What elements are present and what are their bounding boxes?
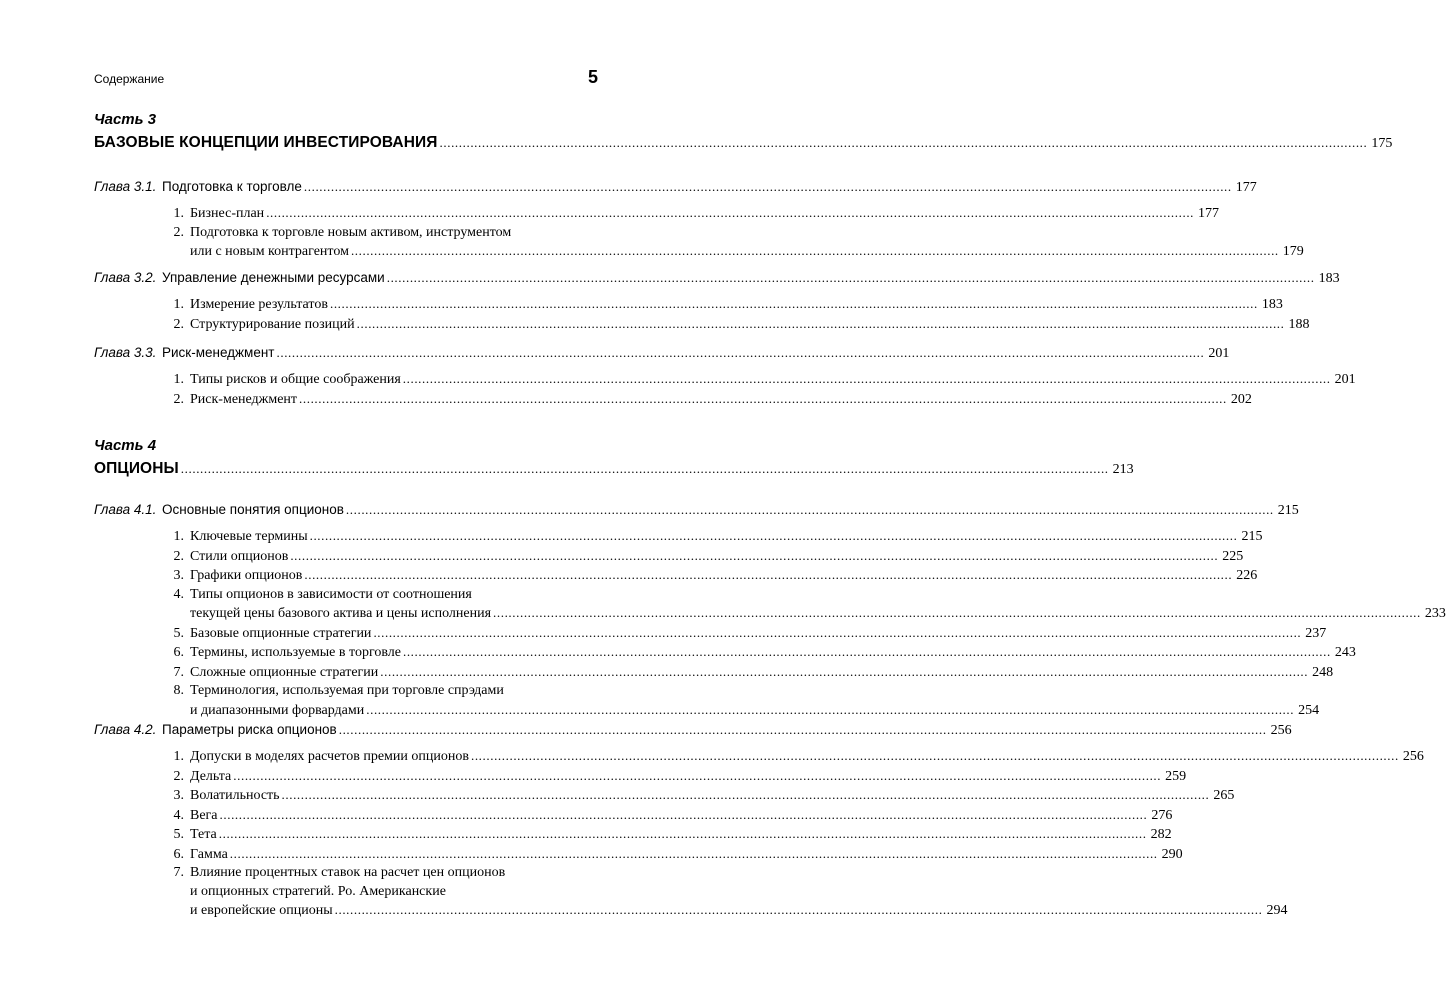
dot-leader: [351, 242, 1279, 261]
item-page-number: 237: [1305, 625, 1327, 641]
dot-leader: [471, 747, 1399, 766]
toc-item[interactable]: [164, 204, 1220, 224]
item-text-line: и опционных стратегий. Ро. Американские: [190, 883, 446, 899]
item-page-number: 282: [1150, 827, 1172, 842]
item-page-number: 177: [1198, 206, 1220, 221]
item-body: [190, 204, 1219, 224]
item-lines: [190, 682, 1319, 701]
item-last-line: [190, 390, 1252, 410]
item-page-number: 294: [1266, 903, 1288, 918]
running-head-title: Содержание: [94, 72, 165, 86]
item-number: 1.: [173, 206, 184, 221]
page-number: 5: [587, 67, 598, 87]
toc-item[interactable]: [164, 825, 1172, 845]
item-number: 5.: [173, 827, 184, 842]
item-number: 6.: [173, 846, 184, 862]
part-page-number: 213: [1112, 462, 1134, 477]
item-text-line: Базовые опционные стратегии: [190, 625, 372, 641]
item-last-line: [190, 566, 1257, 586]
item-number: 1.: [173, 372, 184, 387]
chapter-block: [94, 267, 1340, 334]
item-text-line: Гамма: [190, 846, 228, 862]
item-text-line: Ключевые термины: [190, 529, 308, 544]
item-text-line: Бизнес-план: [190, 206, 265, 221]
item-body: [190, 682, 1319, 720]
toc-item[interactable]: [164, 370, 1356, 390]
item-body: [190, 547, 1243, 567]
dot-leader: [373, 624, 1301, 643]
item-lines: [190, 586, 1446, 605]
item-page-number: 276: [1151, 807, 1173, 823]
chapter-title: Риск-менеджмент: [162, 345, 275, 360]
item-number: 2.: [173, 316, 184, 332]
chapter-items: [94, 370, 1356, 409]
chapter-number: Глава 4.1.: [94, 502, 157, 517]
item-last-line: [190, 767, 1186, 787]
item-last-line: [190, 527, 1262, 547]
toc-item[interactable]: [164, 845, 1183, 865]
dot-leader: [346, 499, 1274, 521]
toc-item[interactable]: [164, 643, 1356, 663]
item-page-number: 233: [1424, 606, 1446, 621]
item-number: 3.: [173, 568, 184, 583]
item-text-line: Тета: [190, 827, 217, 842]
toc-item[interactable]: [164, 747, 1424, 767]
toc-item[interactable]: [164, 390, 1252, 410]
toc-item[interactable]: [164, 806, 1173, 826]
dot-leader: [219, 825, 1147, 844]
chapter-block: [94, 499, 1446, 720]
toc-item[interactable]: [164, 566, 1258, 586]
chapter-block: [94, 342, 1356, 409]
item-lines: [190, 224, 1304, 243]
item-text-line: Графики опционов: [190, 568, 303, 583]
part-title: ОПЦИОНЫ: [94, 460, 179, 477]
dot-leader: [299, 390, 1227, 409]
toc-item[interactable]: [164, 547, 1244, 567]
item-last-line: [190, 701, 1319, 721]
toc-item[interactable]: [164, 586, 1446, 624]
dot-leader: [233, 767, 1161, 786]
item-body: [190, 806, 1172, 826]
running-head: [94, 67, 600, 91]
item-last-line: [190, 663, 1333, 683]
item-body: [190, 786, 1234, 806]
chapter-number: Глава 3.1.: [94, 179, 157, 194]
item-page-number: 188: [1288, 316, 1310, 332]
dot-leader: [330, 295, 1258, 314]
dot-leader: [403, 643, 1331, 662]
chapter-row[interactable]: [94, 342, 1230, 364]
item-body: [190, 390, 1252, 410]
item-number: 7.: [173, 865, 184, 880]
chapter-title: Основные понятия опционов: [162, 502, 344, 517]
chapter-block: [94, 719, 1424, 921]
item-body: [190, 663, 1333, 683]
item-body: [190, 624, 1326, 644]
item-body: [190, 845, 1183, 865]
part-page-number: 175: [1371, 136, 1393, 151]
part-label: Часть 3: [94, 111, 157, 128]
item-number: 1.: [173, 529, 184, 544]
item-page-number: 179: [1282, 244, 1304, 259]
item-number: 7.: [173, 664, 184, 680]
item-page-number: 202: [1230, 391, 1252, 407]
item-number: 2.: [173, 768, 184, 784]
item-body: [190, 864, 1287, 921]
chapter-page-number: 183: [1318, 271, 1340, 286]
item-number: 2.: [173, 548, 184, 564]
item-last-line: [190, 643, 1356, 663]
item-text-line: Влияние процентных ставок на расчет цен опционов: [190, 865, 506, 880]
dot-leader: [220, 806, 1148, 825]
chapter-title: Параметры риска опционов: [162, 722, 337, 737]
item-text-line: Термины, используемые в торговле: [190, 645, 401, 660]
dot-leader: [440, 131, 1368, 155]
dot-leader: [387, 267, 1315, 289]
item-text-line: Дельта: [190, 768, 232, 784]
item-text-line: текущей цены базового актива и цены исполнения: [190, 606, 492, 621]
dot-leader: [310, 527, 1238, 546]
item-body: [190, 825, 1172, 845]
item-body: [190, 747, 1424, 767]
item-lines: [190, 864, 1287, 901]
dot-leader: [403, 370, 1331, 389]
toc-item[interactable]: [164, 786, 1235, 806]
chapter-page-number: 177: [1235, 180, 1257, 195]
item-number: 8.: [173, 683, 184, 698]
toc-item[interactable]: [164, 663, 1334, 683]
item-last-line: [190, 806, 1172, 826]
item-body: [190, 295, 1283, 315]
toc-item[interactable]: [164, 315, 1310, 335]
item-number: 4.: [173, 807, 184, 823]
item-text-line: Подготовка к торговле новым активом, инструментом: [190, 224, 512, 240]
chapter-title: Управление денежными ресурсами: [162, 270, 385, 285]
item-last-line: [190, 604, 1446, 624]
dot-leader: [366, 701, 1294, 720]
chapter-row[interactable]: [94, 267, 1340, 289]
part-label: Часть 4: [94, 437, 157, 454]
dot-leader: [282, 786, 1210, 805]
dot-leader: [304, 176, 1232, 198]
item-number: 2.: [173, 391, 184, 407]
dot-leader: [335, 901, 1263, 920]
item-page-number: 259: [1165, 768, 1187, 784]
item-text-line: Структурирование позиций: [190, 316, 355, 332]
item-body: [190, 586, 1446, 624]
item-last-line: [190, 747, 1424, 767]
item-text-line: или с новым контрагентом: [190, 244, 349, 259]
item-number: 1.: [173, 749, 184, 764]
item-body: [190, 767, 1186, 787]
item-last-line: [190, 315, 1310, 335]
item-page-number: 225: [1222, 548, 1244, 564]
item-body: [190, 527, 1262, 547]
item-text-line: Допуски в моделях расчетов премии опционов: [190, 749, 469, 764]
part-title-row[interactable]: [94, 131, 1393, 155]
item-text-line: и диапазонными форвардами: [190, 702, 365, 718]
item-text-line: Типы рисков и общие соображения: [190, 372, 401, 387]
dot-leader: [181, 457, 1109, 481]
item-last-line: [190, 204, 1219, 224]
dot-leader: [304, 566, 1232, 585]
chapter-items: [94, 527, 1446, 720]
chapter-number: Глава 4.2.: [94, 722, 157, 737]
toc-item[interactable]: [164, 224, 1304, 262]
chapter-items: [94, 747, 1424, 921]
item-text-line: Волатильность: [190, 788, 280, 803]
item-number: 3.: [173, 788, 184, 803]
item-body: [190, 566, 1257, 586]
part-block: [94, 435, 1134, 481]
item-last-line: [190, 786, 1234, 806]
chapter-items: [94, 204, 1304, 262]
item-text-line: Риск-менеджмент: [190, 391, 298, 407]
item-last-line: [190, 242, 1304, 262]
toc-item[interactable]: [164, 864, 1288, 921]
item-page-number: 265: [1213, 788, 1235, 803]
item-page-number: 248: [1312, 664, 1334, 680]
item-page-number: 254: [1298, 702, 1320, 718]
item-last-line: [190, 845, 1183, 865]
item-text-line: и европейские опционы: [190, 903, 333, 918]
chapter-block: [94, 176, 1304, 262]
chapter-title: Подготовка к торговле: [162, 179, 302, 194]
item-last-line: [190, 825, 1172, 845]
dot-leader: [266, 204, 1194, 223]
chapter-row[interactable]: [94, 176, 1257, 198]
toc-item[interactable]: [164, 295, 1283, 315]
item-number: 6.: [173, 645, 184, 660]
chapter-row[interactable]: [94, 499, 1299, 521]
chapter-page-number: 256: [1270, 723, 1292, 738]
item-text-line: Измерение результатов: [190, 297, 328, 312]
item-body: [190, 224, 1304, 262]
item-last-line: [190, 901, 1287, 921]
dot-leader: [493, 604, 1421, 623]
dot-leader: [339, 719, 1267, 741]
dot-leader: [230, 845, 1158, 864]
chapter-row[interactable]: [94, 719, 1292, 741]
item-text-line: Стили опционов: [190, 548, 289, 564]
toc-item[interactable]: [164, 767, 1187, 787]
item-number: 4.: [173, 586, 184, 602]
dot-leader: [290, 547, 1218, 566]
chapter-items: [94, 295, 1310, 334]
item-text-line: Вега: [190, 807, 218, 823]
item-page-number: 226: [1236, 568, 1258, 583]
item-page-number: 290: [1161, 846, 1183, 862]
part-title: БАЗОВЫЕ КОНЦЕПЦИИ ИНВЕСТИРОВАНИЯ: [94, 134, 438, 151]
toc-item[interactable]: [164, 527, 1263, 547]
toc-item[interactable]: [164, 682, 1320, 720]
dot-leader: [380, 663, 1308, 682]
part-block: [94, 109, 1393, 155]
item-number: 5.: [173, 625, 184, 641]
item-page-number: 215: [1241, 529, 1263, 544]
item-number: 1.: [173, 297, 184, 312]
item-number: 2.: [173, 224, 184, 240]
chapter-number: Глава 3.2.: [94, 270, 157, 285]
item-last-line: [190, 624, 1326, 644]
toc-item[interactable]: [164, 624, 1327, 644]
chapter-page-number: 201: [1208, 346, 1230, 361]
item-page-number: 201: [1334, 372, 1356, 387]
dot-leader: [357, 315, 1285, 334]
item-body: [190, 315, 1310, 335]
item-text-line: Терминология, используемая при торговле спрэдами: [190, 683, 504, 698]
item-text-line: Типы опционов в зависимости от соотношения: [190, 586, 472, 602]
chapter-page-number: 215: [1277, 503, 1299, 518]
item-last-line: [190, 370, 1356, 390]
item-body: [190, 370, 1356, 390]
item-body: [190, 643, 1356, 663]
item-last-line: [190, 295, 1283, 315]
part-title-row[interactable]: [94, 457, 1134, 481]
dot-leader: [277, 342, 1205, 364]
chapter-number: Глава 3.3.: [94, 345, 157, 360]
item-page-number: 256: [1402, 749, 1424, 764]
item-text-line: Сложные опционные стратегии: [190, 664, 379, 680]
item-page-number: 183: [1261, 297, 1283, 312]
item-last-line: [190, 547, 1243, 567]
item-page-number: 243: [1334, 645, 1356, 660]
